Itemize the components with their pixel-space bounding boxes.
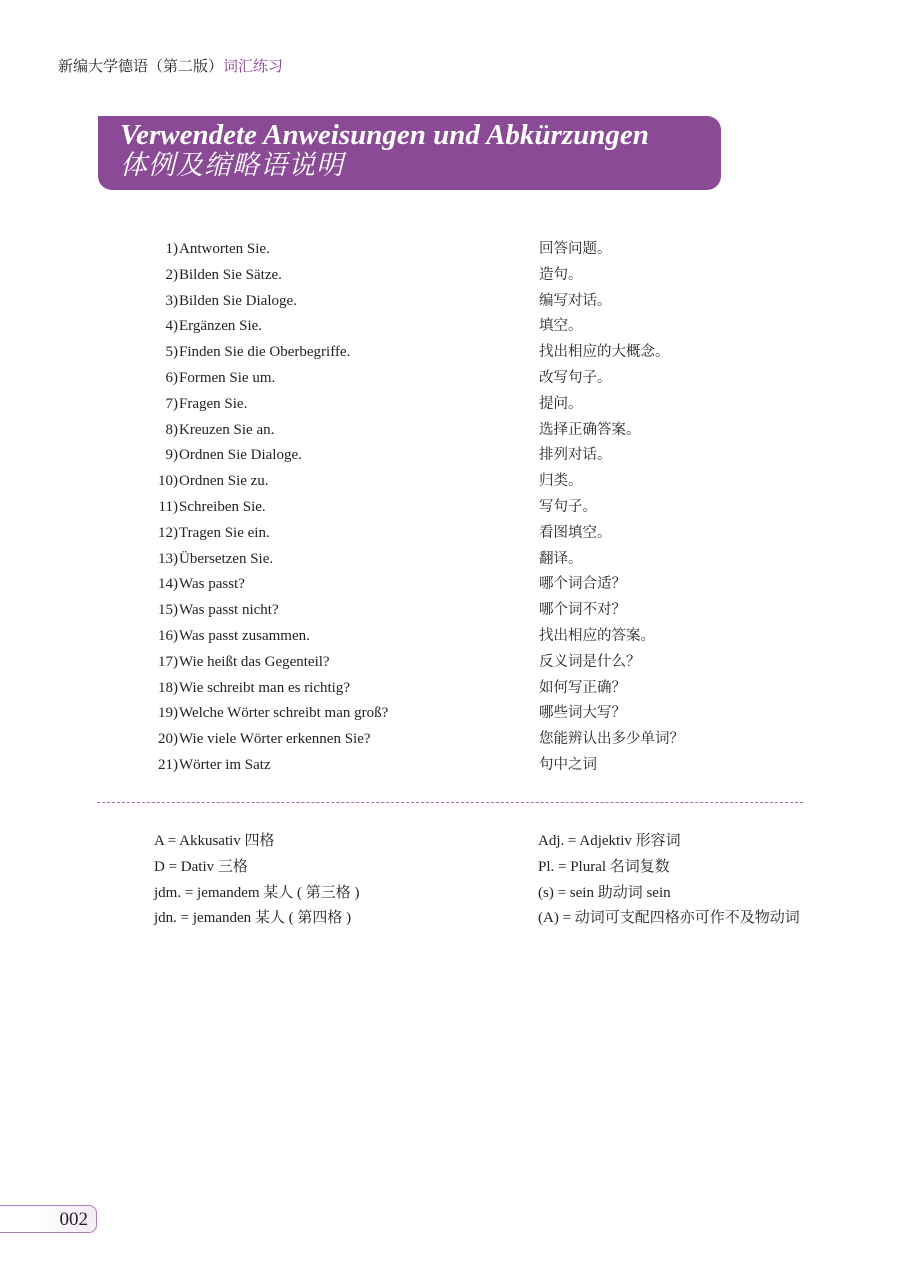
instruction-number: 19): [158, 705, 178, 722]
instruction-chinese: 填空。: [539, 318, 583, 335]
instruction-german: Wörter im Satz: [179, 756, 271, 773]
instruction-chinese: 找出相应的答案。: [539, 627, 655, 644]
instruction-number: 3): [165, 292, 178, 309]
instruction-number: 13): [158, 550, 178, 567]
abbreviation-entry: (A) = 动词可支配四格亦可作不及物动词: [538, 910, 800, 927]
instruction-chinese: 提问。: [539, 395, 583, 412]
instruction-chinese: 找出相应的大概念。: [539, 344, 670, 361]
instruction-row: [150, 443, 770, 469]
instruction-german: Was passt nicht?: [179, 602, 279, 619]
instruction-row: [150, 598, 770, 624]
instruction-number: 2): [165, 266, 178, 283]
instruction-chinese: 改写句子。: [539, 369, 612, 386]
instruction-german: Welche Wörter schreibt man groß?: [179, 705, 389, 722]
abbreviations-right-column: [538, 829, 800, 932]
instruction-chinese: 编写对话。: [539, 292, 612, 309]
instruction-number: 7): [165, 395, 178, 412]
instruction-chinese: 造句。: [539, 266, 583, 283]
page-number-tab: [0, 1205, 97, 1233]
instruction-number: 21): [158, 756, 178, 773]
instruction-row: [150, 727, 770, 753]
abbreviation-entry: Pl. = Plural 名词复数: [538, 858, 670, 875]
instruction-german: Tragen Sie ein.: [179, 524, 270, 541]
instruction-chinese: 句中之词: [539, 756, 597, 773]
instruction-german: Formen Sie um.: [179, 369, 276, 386]
instruction-german: Finden Sie die Oberbegriffe.: [179, 344, 351, 361]
instruction-number: 17): [158, 653, 178, 670]
instruction-number: 6): [165, 369, 178, 386]
instruction-german: Bilden Sie Dialoge.: [179, 292, 297, 309]
section-title: 词汇练习: [223, 57, 284, 75]
title-german: Verwendete Anweisungen und Abkürzungen: [120, 119, 649, 151]
instruction-number: 1): [165, 241, 178, 257]
instruction-chinese: 哪个词不对？: [539, 602, 626, 619]
abbreviation-entry: (s) = sein 助动词 sein: [538, 884, 671, 901]
instruction-row: [150, 340, 770, 366]
instruction-chinese: 您能辨认出多少单词？: [539, 731, 684, 748]
instruction-german: Bilden Sie Sätze.: [179, 266, 282, 283]
instruction-number: 14): [158, 576, 178, 593]
instruction-german: Ordnen Sie zu.: [179, 473, 269, 490]
instruction-row: [150, 366, 770, 392]
instruction-chinese: 排列对话。: [539, 447, 612, 464]
instruction-german: Wie schreibt man es richtig?: [179, 679, 350, 696]
instruction-number: 8): [165, 421, 178, 438]
book-title: 新编大学德语（第二版）: [58, 57, 224, 75]
instruction-number: 4): [165, 318, 178, 335]
running-head: [58, 56, 283, 76]
instruction-german: Antworten Sie.: [179, 241, 270, 257]
abbreviations-left-column: [154, 829, 360, 932]
instruction-number: 18): [158, 679, 178, 696]
dashed-divider: [97, 802, 803, 803]
instruction-number: 5): [165, 344, 178, 361]
instruction-number: 10): [158, 473, 178, 490]
title-banner: [98, 116, 721, 190]
instruction-german: Fragen Sie.: [179, 395, 248, 412]
page-number: 002: [59, 1209, 88, 1230]
instruction-german: Übersetzen Sie.: [179, 550, 274, 567]
instruction-row: [150, 392, 770, 418]
instruction-chinese: 看图填空。: [539, 524, 612, 541]
instruction-chinese: 写句子。: [539, 498, 597, 515]
abbreviation-entry: Adj. = Adjektiv 形容词: [538, 833, 681, 849]
instruction-chinese: 如何写正确？: [539, 679, 626, 696]
instruction-number: 20): [158, 731, 178, 748]
instruction-chinese: 选择正确答案。: [539, 421, 641, 438]
instruction-chinese: 哪个词合适？: [539, 576, 626, 593]
instruction-row: [150, 289, 770, 315]
instruction-row: [150, 676, 770, 702]
instruction-row: [150, 314, 770, 340]
instruction-row: [150, 263, 770, 289]
instruction-row: [150, 624, 770, 650]
instruction-german: Was passt zusammen.: [179, 627, 310, 644]
instruction-number: 15): [158, 602, 178, 619]
instruction-row: [150, 495, 770, 521]
instruction-row: [150, 469, 770, 495]
instruction-row: [150, 753, 770, 779]
abbreviation-entry: A = Akkusativ 四格: [154, 833, 275, 849]
instruction-chinese: 归类。: [539, 473, 583, 490]
instruction-number: 11): [158, 498, 178, 515]
instruction-german: Was passt?: [179, 576, 245, 593]
instruction-chinese: 翻译。: [539, 550, 583, 567]
instruction-row: [150, 701, 770, 727]
instruction-list: [150, 237, 770, 779]
instruction-row: [150, 572, 770, 598]
instruction-row: [150, 237, 770, 263]
instruction-row: [150, 547, 770, 573]
instruction-german: Wie heißt das Gegenteil?: [179, 653, 330, 670]
abbreviation-entry: jdn. = jemanden 某人 ( 第四格 ): [154, 910, 352, 927]
instruction-row: [150, 650, 770, 676]
instruction-number: 9): [165, 447, 178, 464]
abbreviation-entry: D = Dativ 三格: [154, 858, 248, 875]
abbreviation-entry: jdm. = jemandem 某人 ( 第三格 ): [154, 884, 360, 901]
instruction-german: Ergänzen Sie.: [179, 318, 263, 335]
instruction-german: Schreiben Sie.: [179, 498, 266, 515]
instruction-row: [150, 418, 770, 444]
instruction-german: Ordnen Sie Dialoge.: [179, 447, 302, 464]
instruction-german: Kreuzen Sie an.: [179, 421, 275, 438]
instruction-chinese: 反义词是什么？: [539, 653, 641, 670]
instruction-german: Wie viele Wörter erkennen Sie?: [179, 731, 371, 748]
instruction-chinese: 哪些词大写？: [539, 705, 626, 722]
instruction-number: 12): [158, 524, 178, 541]
instruction-chinese: 回答问题。: [539, 241, 612, 257]
title-chinese: 体例及缩略语说明: [120, 150, 344, 181]
instruction-number: 16): [158, 627, 178, 644]
instruction-row: [150, 521, 770, 547]
